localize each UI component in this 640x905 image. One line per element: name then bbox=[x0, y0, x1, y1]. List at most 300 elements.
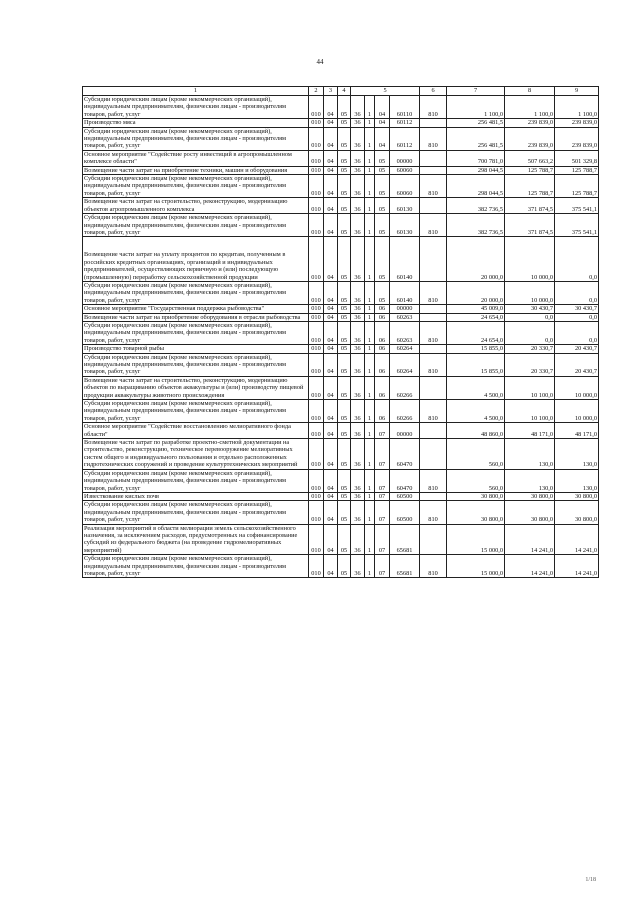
cell-subsection-code: 05 bbox=[338, 555, 351, 578]
cell-name: Основное мероприятие "Содействие росту инвестиций в агропромышленном комплексе области" bbox=[83, 150, 309, 166]
cell-expense-type bbox=[420, 524, 447, 555]
cell-section-code: 04 bbox=[324, 492, 338, 500]
cell-subprogram-code: 1 bbox=[365, 439, 375, 470]
cell-section-code: 04 bbox=[324, 501, 338, 524]
table-row bbox=[83, 469, 599, 492]
cell-amount-year-3: 48 171,0 bbox=[555, 423, 599, 439]
table-row bbox=[83, 423, 599, 439]
table-row bbox=[83, 305, 599, 313]
cell-subprogram-code: 1 bbox=[365, 555, 375, 578]
cell-amount-year-2: 48 171,0 bbox=[505, 423, 555, 439]
cell-ministry-code: 010 bbox=[309, 214, 324, 237]
cell-name: Возмещение части затрат на строительство, реконструкцию, модернизацию объектов агропромышленного комплекса bbox=[83, 198, 309, 214]
cell-amount-year-3: 10 000,0 bbox=[555, 376, 599, 399]
cell-name: Основное мероприятие "Содействие восстановлению мелиоративного фонда области" bbox=[83, 423, 309, 439]
cell-subsection-code: 05 bbox=[338, 175, 351, 198]
cell-subprogram-code: 1 bbox=[365, 321, 375, 344]
cell-section-code: 04 bbox=[324, 166, 338, 174]
table-body bbox=[83, 96, 599, 578]
cell-direction-code: 60263 bbox=[390, 321, 420, 344]
cell-amount-year-2: 10 000,0 bbox=[505, 281, 555, 304]
cell-section-code: 04 bbox=[324, 376, 338, 399]
cell-direction-code: 60264 bbox=[390, 345, 420, 353]
cell-amount-year-3: 20 430,7 bbox=[555, 353, 599, 376]
cell-activity-code: 07 bbox=[375, 524, 390, 555]
table-row bbox=[83, 166, 599, 174]
cell-subsection-code: 05 bbox=[338, 469, 351, 492]
cell-ministry-code: 010 bbox=[309, 524, 324, 555]
cell-expense-type: 810 bbox=[420, 501, 447, 524]
cell-activity-code: 06 bbox=[375, 345, 390, 353]
cell-program-code: 36 bbox=[351, 198, 365, 214]
cell-amount-year-3: 20 430,7 bbox=[555, 345, 599, 353]
cell-expense-type bbox=[420, 313, 447, 321]
cell-program-code: 36 bbox=[351, 305, 365, 313]
cell-program-code: 36 bbox=[351, 96, 365, 119]
cell-ministry-code: 010 bbox=[309, 198, 324, 214]
cell-subprogram-code: 1 bbox=[365, 175, 375, 198]
cell-amount-year-1: 560,0 bbox=[447, 469, 505, 492]
cell-amount-year-2: 371 874,5 bbox=[505, 198, 555, 214]
cell-amount-year-1: 15 855,0 bbox=[447, 345, 505, 353]
cell-name: Субсидии юридическим лицам (кроме некоммерческих организаций), индивидуальным предпринимателям, физическим лицам - производителям товаров, работ, услуг bbox=[83, 353, 309, 376]
cell-amount-year-2: 0,0 bbox=[505, 321, 555, 344]
cell-ministry-code: 010 bbox=[309, 175, 324, 198]
cell-amount-year-3: 125 788,7 bbox=[555, 166, 599, 174]
cell-program-code: 36 bbox=[351, 469, 365, 492]
cell-ministry-code: 010 bbox=[309, 469, 324, 492]
cell-program-code: 36 bbox=[351, 150, 365, 166]
cell-amount-year-3: 0,0 bbox=[555, 321, 599, 344]
cell-expense-type bbox=[420, 237, 447, 282]
cell-subprogram-code: 1 bbox=[365, 198, 375, 214]
cell-subsection-code: 05 bbox=[338, 400, 351, 423]
table-header-row bbox=[83, 87, 599, 96]
cell-program-code: 36 bbox=[351, 175, 365, 198]
cell-name: Возмещение части затрат по разработке проектно-сметной документации на строительство, реконструкцию, техническое перевооружение мелиоративных систем общего и индивидуального пользования и отдельно расположенных гидротехнических сооружений и проведение культуртехнических мероприятий bbox=[83, 439, 309, 470]
cell-ministry-code: 010 bbox=[309, 501, 324, 524]
cell-name: Субсидии юридическим лицам (кроме некоммерческих организаций), индивидуальным предпринимателям, физическим лицам - производителям товаров, работ, услуг bbox=[83, 469, 309, 492]
cell-program-code: 36 bbox=[351, 281, 365, 304]
cell-amount-year-2: 371 874,5 bbox=[505, 214, 555, 237]
cell-name: Возмещение части затрат на строительство, реконструкцию, модернизацию объектов по выращиванию объектов аквакультуры и (или) производству пищевой продукции аквакультуры животного происхождения bbox=[83, 376, 309, 399]
cell-subprogram-code: 1 bbox=[365, 345, 375, 353]
cell-program-code: 36 bbox=[351, 127, 365, 150]
cell-section-code: 04 bbox=[324, 96, 338, 119]
cell-ministry-code: 010 bbox=[309, 321, 324, 344]
cell-amount-year-1: 382 736,5 bbox=[447, 198, 505, 214]
cell-amount-year-3: 0,0 bbox=[555, 313, 599, 321]
cell-expense-type bbox=[420, 439, 447, 470]
cell-section-code: 04 bbox=[324, 524, 338, 555]
cell-program-code: 36 bbox=[351, 492, 365, 500]
cell-direction-code: 60263 bbox=[390, 313, 420, 321]
cell-ministry-code: 010 bbox=[309, 166, 324, 174]
cell-subprogram-code: 1 bbox=[365, 353, 375, 376]
cell-expense-type bbox=[420, 423, 447, 439]
cell-ministry-code: 010 bbox=[309, 353, 324, 376]
cell-program-code: 36 bbox=[351, 321, 365, 344]
cell-direction-code: 60266 bbox=[390, 376, 420, 399]
cell-section-code: 04 bbox=[324, 281, 338, 304]
cell-section-code: 04 bbox=[324, 127, 338, 150]
cell-program-code: 36 bbox=[351, 214, 365, 237]
budget-table bbox=[82, 86, 599, 578]
table-row bbox=[83, 376, 599, 399]
cell-amount-year-1: 256 481,5 bbox=[447, 127, 505, 150]
cell-section-code: 04 bbox=[324, 313, 338, 321]
cell-name: Реализация мероприятий в области мелиорации земель сельскохозяйственного назначения, за исключением расходов, предусмотренных на софинансирование субсидий из федерального бюджета (на проведение гидромелиоративных мероприятий) bbox=[83, 524, 309, 555]
cell-amount-year-3: 239 839,0 bbox=[555, 119, 599, 127]
cell-expense-type bbox=[420, 492, 447, 500]
cell-amount-year-3: 0,0 bbox=[555, 237, 599, 282]
cell-program-code: 36 bbox=[351, 439, 365, 470]
cell-activity-code: 04 bbox=[375, 127, 390, 150]
cell-amount-year-2: 239 839,0 bbox=[505, 119, 555, 127]
cell-name: Субсидии юридическим лицам (кроме некоммерческих организаций), индивидуальным предпринимателям, физическим лицам - производителям товаров, работ, услуг bbox=[83, 400, 309, 423]
cell-subsection-code: 05 bbox=[338, 492, 351, 500]
cell-direction-code: 60060 bbox=[390, 175, 420, 198]
cell-subsection-code: 05 bbox=[338, 313, 351, 321]
cell-activity-code: 05 bbox=[375, 281, 390, 304]
cell-expense-type: 810 bbox=[420, 175, 447, 198]
cell-subprogram-code: 1 bbox=[365, 96, 375, 119]
cell-amount-year-1: 256 481,5 bbox=[447, 119, 505, 127]
cell-amount-year-1: 1 100,0 bbox=[447, 96, 505, 119]
cell-section-code: 04 bbox=[324, 400, 338, 423]
cell-ministry-code: 010 bbox=[309, 345, 324, 353]
cell-section-code: 04 bbox=[324, 353, 338, 376]
cell-subsection-code: 05 bbox=[338, 305, 351, 313]
cell-amount-year-3: 501 329,8 bbox=[555, 150, 599, 166]
cell-direction-code: 60140 bbox=[390, 281, 420, 304]
cell-activity-code: 06 bbox=[375, 376, 390, 399]
table-row bbox=[83, 214, 599, 237]
cell-name: Субсидии юридическим лицам (кроме некоммерческих организаций), индивидуальным предпринимателям, физическим лицам - производителям товаров, работ, услуг bbox=[83, 501, 309, 524]
cell-amount-year-3: 14 241,0 bbox=[555, 524, 599, 555]
cell-name: Субсидии юридическим лицам (кроме некоммерческих организаций), индивидуальным предпринимателям, физическим лицам - производителям товаров, работ, услуг bbox=[83, 321, 309, 344]
cell-ministry-code: 010 bbox=[309, 555, 324, 578]
cell-amount-year-3: 10 000,0 bbox=[555, 400, 599, 423]
header-col-8: 8 bbox=[505, 87, 555, 96]
cell-expense-type: 810 bbox=[420, 469, 447, 492]
cell-section-code: 04 bbox=[324, 439, 338, 470]
cell-expense-type: 810 bbox=[420, 96, 447, 119]
cell-subprogram-code: 1 bbox=[365, 214, 375, 237]
cell-ministry-code: 010 bbox=[309, 439, 324, 470]
cell-subsection-code: 05 bbox=[338, 353, 351, 376]
cell-subprogram-code: 1 bbox=[365, 492, 375, 500]
cell-amount-year-2: 0,0 bbox=[505, 313, 555, 321]
cell-name: Возмещение части затрат на уплату процентов по кредитам, полученным в российских кредитных организациях, организаций и индивидуальных предпринимателей, осуществляющих первичную и (или) последующую (промышленную) переработку сельскохозяйственной продукции bbox=[83, 237, 309, 282]
cell-amount-year-3: 375 541,1 bbox=[555, 198, 599, 214]
table-row bbox=[83, 96, 599, 119]
cell-activity-code: 06 bbox=[375, 353, 390, 376]
cell-expense-type bbox=[420, 376, 447, 399]
cell-subsection-code: 05 bbox=[338, 96, 351, 119]
cell-expense-type bbox=[420, 150, 447, 166]
cell-direction-code: 00000 bbox=[390, 150, 420, 166]
cell-subsection-code: 05 bbox=[338, 150, 351, 166]
cell-activity-code: 05 bbox=[375, 198, 390, 214]
cell-amount-year-1: 20 000,0 bbox=[447, 237, 505, 282]
cell-amount-year-3: 30 800,0 bbox=[555, 492, 599, 500]
cell-amount-year-1: 382 736,5 bbox=[447, 214, 505, 237]
cell-activity-code: 06 bbox=[375, 321, 390, 344]
cell-ministry-code: 010 bbox=[309, 313, 324, 321]
cell-expense-type: 810 bbox=[420, 127, 447, 150]
cell-ministry-code: 010 bbox=[309, 127, 324, 150]
cell-direction-code: 60130 bbox=[390, 198, 420, 214]
cell-expense-type: 810 bbox=[420, 400, 447, 423]
table-row bbox=[83, 555, 599, 578]
cell-section-code: 04 bbox=[324, 214, 338, 237]
table-row bbox=[83, 198, 599, 214]
table-row bbox=[83, 175, 599, 198]
cell-activity-code: 04 bbox=[375, 119, 390, 127]
cell-activity-code: 05 bbox=[375, 150, 390, 166]
table-row bbox=[83, 237, 599, 282]
cell-section-code: 04 bbox=[324, 198, 338, 214]
cell-amount-year-1: 24 654,0 bbox=[447, 321, 505, 344]
cell-amount-year-2: 1 100,0 bbox=[505, 96, 555, 119]
cell-expense-type bbox=[420, 305, 447, 313]
cell-subprogram-code: 1 bbox=[365, 150, 375, 166]
cell-activity-code: 06 bbox=[375, 400, 390, 423]
cell-name: Возмещение части затрат на приобретение оборудования в отрасли рыбоводства bbox=[83, 313, 309, 321]
header-col-9: 9 bbox=[555, 87, 599, 96]
cell-name: Субсидии юридическим лицам (кроме некоммерческих организаций), индивидуальным предпринимателям, физическим лицам - производителям товаров, работ, услуг bbox=[83, 127, 309, 150]
cell-subprogram-code: 1 bbox=[365, 313, 375, 321]
cell-subsection-code: 05 bbox=[338, 127, 351, 150]
cell-subprogram-code: 1 bbox=[365, 400, 375, 423]
cell-amount-year-3: 239 839,0 bbox=[555, 127, 599, 150]
cell-direction-code: 65681 bbox=[390, 555, 420, 578]
cell-name: Субсидии юридическим лицам (кроме некоммерческих организаций), индивидуальным предпринимателям, физическим лицам - производителям товаров, работ, услуг bbox=[83, 555, 309, 578]
cell-ministry-code: 010 bbox=[309, 305, 324, 313]
cell-amount-year-2: 14 241,0 bbox=[505, 555, 555, 578]
table-row bbox=[83, 353, 599, 376]
cell-section-code: 04 bbox=[324, 237, 338, 282]
table-row bbox=[83, 501, 599, 524]
cell-direction-code: 60060 bbox=[390, 166, 420, 174]
cell-subprogram-code: 1 bbox=[365, 119, 375, 127]
cell-name: Основное мероприятие "Государственная поддержка рыбоводства" bbox=[83, 305, 309, 313]
cell-direction-code: 00000 bbox=[390, 423, 420, 439]
cell-subsection-code: 05 bbox=[338, 321, 351, 344]
cell-activity-code: 07 bbox=[375, 501, 390, 524]
cell-amount-year-2: 30 430,7 bbox=[505, 305, 555, 313]
cell-amount-year-2: 130,0 bbox=[505, 469, 555, 492]
header-col-5: 5 bbox=[351, 87, 420, 96]
cell-name: Известкование кислых почв bbox=[83, 492, 309, 500]
cell-amount-year-1: 48 860,0 bbox=[447, 423, 505, 439]
cell-program-code: 36 bbox=[351, 353, 365, 376]
cell-section-code: 04 bbox=[324, 175, 338, 198]
cell-section-code: 04 bbox=[324, 555, 338, 578]
cell-direction-code: 60112 bbox=[390, 119, 420, 127]
cell-program-code: 36 bbox=[351, 555, 365, 578]
cell-subsection-code: 05 bbox=[338, 423, 351, 439]
table-row bbox=[83, 127, 599, 150]
cell-activity-code: 07 bbox=[375, 555, 390, 578]
table-row bbox=[83, 281, 599, 304]
table-row bbox=[83, 150, 599, 166]
cell-subsection-code: 05 bbox=[338, 214, 351, 237]
cell-amount-year-2: 130,0 bbox=[505, 439, 555, 470]
cell-expense-type: 810 bbox=[420, 353, 447, 376]
header-col-3: 3 bbox=[324, 87, 338, 96]
cell-direction-code: 60470 bbox=[390, 469, 420, 492]
cell-amount-year-3: 30 430,7 bbox=[555, 305, 599, 313]
cell-program-code: 36 bbox=[351, 345, 365, 353]
header-col-7: 7 bbox=[447, 87, 505, 96]
cell-section-code: 04 bbox=[324, 423, 338, 439]
cell-activity-code: 06 bbox=[375, 313, 390, 321]
table-row bbox=[83, 524, 599, 555]
cell-activity-code: 04 bbox=[375, 96, 390, 119]
cell-expense-type: 810 bbox=[420, 281, 447, 304]
table-row bbox=[83, 439, 599, 470]
cell-ministry-code: 010 bbox=[309, 237, 324, 282]
cell-amount-year-2: 10 100,0 bbox=[505, 376, 555, 399]
cell-section-code: 04 bbox=[324, 321, 338, 344]
cell-amount-year-2: 10 000,0 bbox=[505, 237, 555, 282]
cell-name: Производство мяса bbox=[83, 119, 309, 127]
header-col-1: 1 bbox=[83, 87, 309, 96]
cell-direction-code: 60110 bbox=[390, 96, 420, 119]
header-col-6: 6 bbox=[420, 87, 447, 96]
cell-amount-year-2: 14 241,0 bbox=[505, 524, 555, 555]
cell-ministry-code: 010 bbox=[309, 119, 324, 127]
cell-activity-code: 05 bbox=[375, 175, 390, 198]
cell-subprogram-code: 1 bbox=[365, 423, 375, 439]
table-row bbox=[83, 321, 599, 344]
cell-activity-code: 07 bbox=[375, 492, 390, 500]
cell-subsection-code: 05 bbox=[338, 376, 351, 399]
cell-amount-year-1: 24 654,0 bbox=[447, 313, 505, 321]
cell-expense-type bbox=[420, 198, 447, 214]
cell-subsection-code: 05 bbox=[338, 198, 351, 214]
cell-amount-year-2: 125 788,7 bbox=[505, 166, 555, 174]
cell-amount-year-2: 20 330,7 bbox=[505, 353, 555, 376]
cell-direction-code: 00000 bbox=[390, 305, 420, 313]
cell-amount-year-2: 20 330,7 bbox=[505, 345, 555, 353]
cell-subprogram-code: 1 bbox=[365, 127, 375, 150]
header-col-4: 4 bbox=[338, 87, 351, 96]
cell-subsection-code: 05 bbox=[338, 524, 351, 555]
cell-activity-code: 06 bbox=[375, 305, 390, 313]
cell-program-code: 36 bbox=[351, 237, 365, 282]
footer-mark: 1/18 bbox=[585, 877, 596, 883]
table-row bbox=[83, 345, 599, 353]
cell-expense-type bbox=[420, 345, 447, 353]
cell-amount-year-3: 1 100,0 bbox=[555, 96, 599, 119]
cell-amount-year-1: 298 044,5 bbox=[447, 175, 505, 198]
cell-amount-year-3: 130,0 bbox=[555, 439, 599, 470]
cell-amount-year-1: 560,0 bbox=[447, 439, 505, 470]
cell-subprogram-code: 1 bbox=[365, 501, 375, 524]
cell-program-code: 36 bbox=[351, 524, 365, 555]
cell-amount-year-1: 15 855,0 bbox=[447, 353, 505, 376]
cell-name: Возмещение части затрат на приобретение техники, машин и оборудования bbox=[83, 166, 309, 174]
cell-expense-type bbox=[420, 166, 447, 174]
cell-subprogram-code: 1 bbox=[365, 469, 375, 492]
cell-subsection-code: 05 bbox=[338, 345, 351, 353]
cell-program-code: 36 bbox=[351, 400, 365, 423]
cell-subprogram-code: 1 bbox=[365, 237, 375, 282]
cell-amount-year-2: 125 788,7 bbox=[505, 175, 555, 198]
cell-name: Субсидии юридическим лицам (кроме некоммерческих организаций), индивидуальным предпринимателям, физическим лицам - производителям товаров, работ, услуг bbox=[83, 214, 309, 237]
cell-program-code: 36 bbox=[351, 423, 365, 439]
cell-name: Субсидии юридическим лицам (кроме некоммерческих организаций), индивидуальным предпринимателям, физическим лицам - производителям товаров, работ, услуг bbox=[83, 175, 309, 198]
cell-direction-code: 65681 bbox=[390, 524, 420, 555]
cell-amount-year-1: 15 000,0 bbox=[447, 555, 505, 578]
cell-subsection-code: 05 bbox=[338, 281, 351, 304]
cell-section-code: 04 bbox=[324, 150, 338, 166]
cell-activity-code: 05 bbox=[375, 166, 390, 174]
table-row bbox=[83, 313, 599, 321]
page-number: 44 bbox=[316, 58, 324, 66]
cell-direction-code: 60140 bbox=[390, 237, 420, 282]
cell-ministry-code: 010 bbox=[309, 150, 324, 166]
cell-ministry-code: 010 bbox=[309, 400, 324, 423]
cell-direction-code: 60266 bbox=[390, 400, 420, 423]
cell-direction-code: 60130 bbox=[390, 214, 420, 237]
cell-amount-year-1: 30 800,0 bbox=[447, 501, 505, 524]
table-row bbox=[83, 492, 599, 500]
cell-amount-year-3: 30 800,0 bbox=[555, 501, 599, 524]
cell-expense-type: 810 bbox=[420, 555, 447, 578]
cell-subsection-code: 05 bbox=[338, 166, 351, 174]
cell-amount-year-1: 15 000,0 bbox=[447, 524, 505, 555]
cell-name: Производство товарной рыбы bbox=[83, 345, 309, 353]
cell-subprogram-code: 1 bbox=[365, 524, 375, 555]
cell-program-code: 36 bbox=[351, 166, 365, 174]
cell-amount-year-2: 30 800,0 bbox=[505, 501, 555, 524]
cell-activity-code: 05 bbox=[375, 237, 390, 282]
cell-amount-year-2: 239 839,0 bbox=[505, 127, 555, 150]
cell-activity-code: 05 bbox=[375, 214, 390, 237]
cell-name: Субсидии юридическим лицам (кроме некоммерческих организаций), индивидуальным предпринимателям, физическим лицам - производителям товаров, работ, услуг bbox=[83, 96, 309, 119]
cell-ministry-code: 010 bbox=[309, 376, 324, 399]
cell-amount-year-2: 30 800,0 bbox=[505, 492, 555, 500]
cell-subsection-code: 05 bbox=[338, 501, 351, 524]
cell-amount-year-1: 700 781,0 bbox=[447, 150, 505, 166]
cell-direction-code: 60264 bbox=[390, 353, 420, 376]
cell-amount-year-1: 30 800,0 bbox=[447, 492, 505, 500]
cell-amount-year-1: 4 500,0 bbox=[447, 400, 505, 423]
cell-ministry-code: 010 bbox=[309, 281, 324, 304]
cell-subsection-code: 05 bbox=[338, 237, 351, 282]
cell-amount-year-1: 45 009,0 bbox=[447, 305, 505, 313]
cell-amount-year-2: 10 100,0 bbox=[505, 400, 555, 423]
cell-subprogram-code: 1 bbox=[365, 281, 375, 304]
cell-direction-code: 60500 bbox=[390, 492, 420, 500]
cell-section-code: 04 bbox=[324, 345, 338, 353]
cell-subsection-code: 05 bbox=[338, 119, 351, 127]
cell-ministry-code: 010 bbox=[309, 492, 324, 500]
cell-amount-year-3: 14 241,0 bbox=[555, 555, 599, 578]
cell-program-code: 36 bbox=[351, 119, 365, 127]
cell-ministry-code: 010 bbox=[309, 96, 324, 119]
cell-program-code: 36 bbox=[351, 501, 365, 524]
cell-expense-type: 810 bbox=[420, 214, 447, 237]
cell-expense-type bbox=[420, 119, 447, 127]
cell-ministry-code: 010 bbox=[309, 423, 324, 439]
cell-subprogram-code: 1 bbox=[365, 376, 375, 399]
cell-program-code: 36 bbox=[351, 376, 365, 399]
